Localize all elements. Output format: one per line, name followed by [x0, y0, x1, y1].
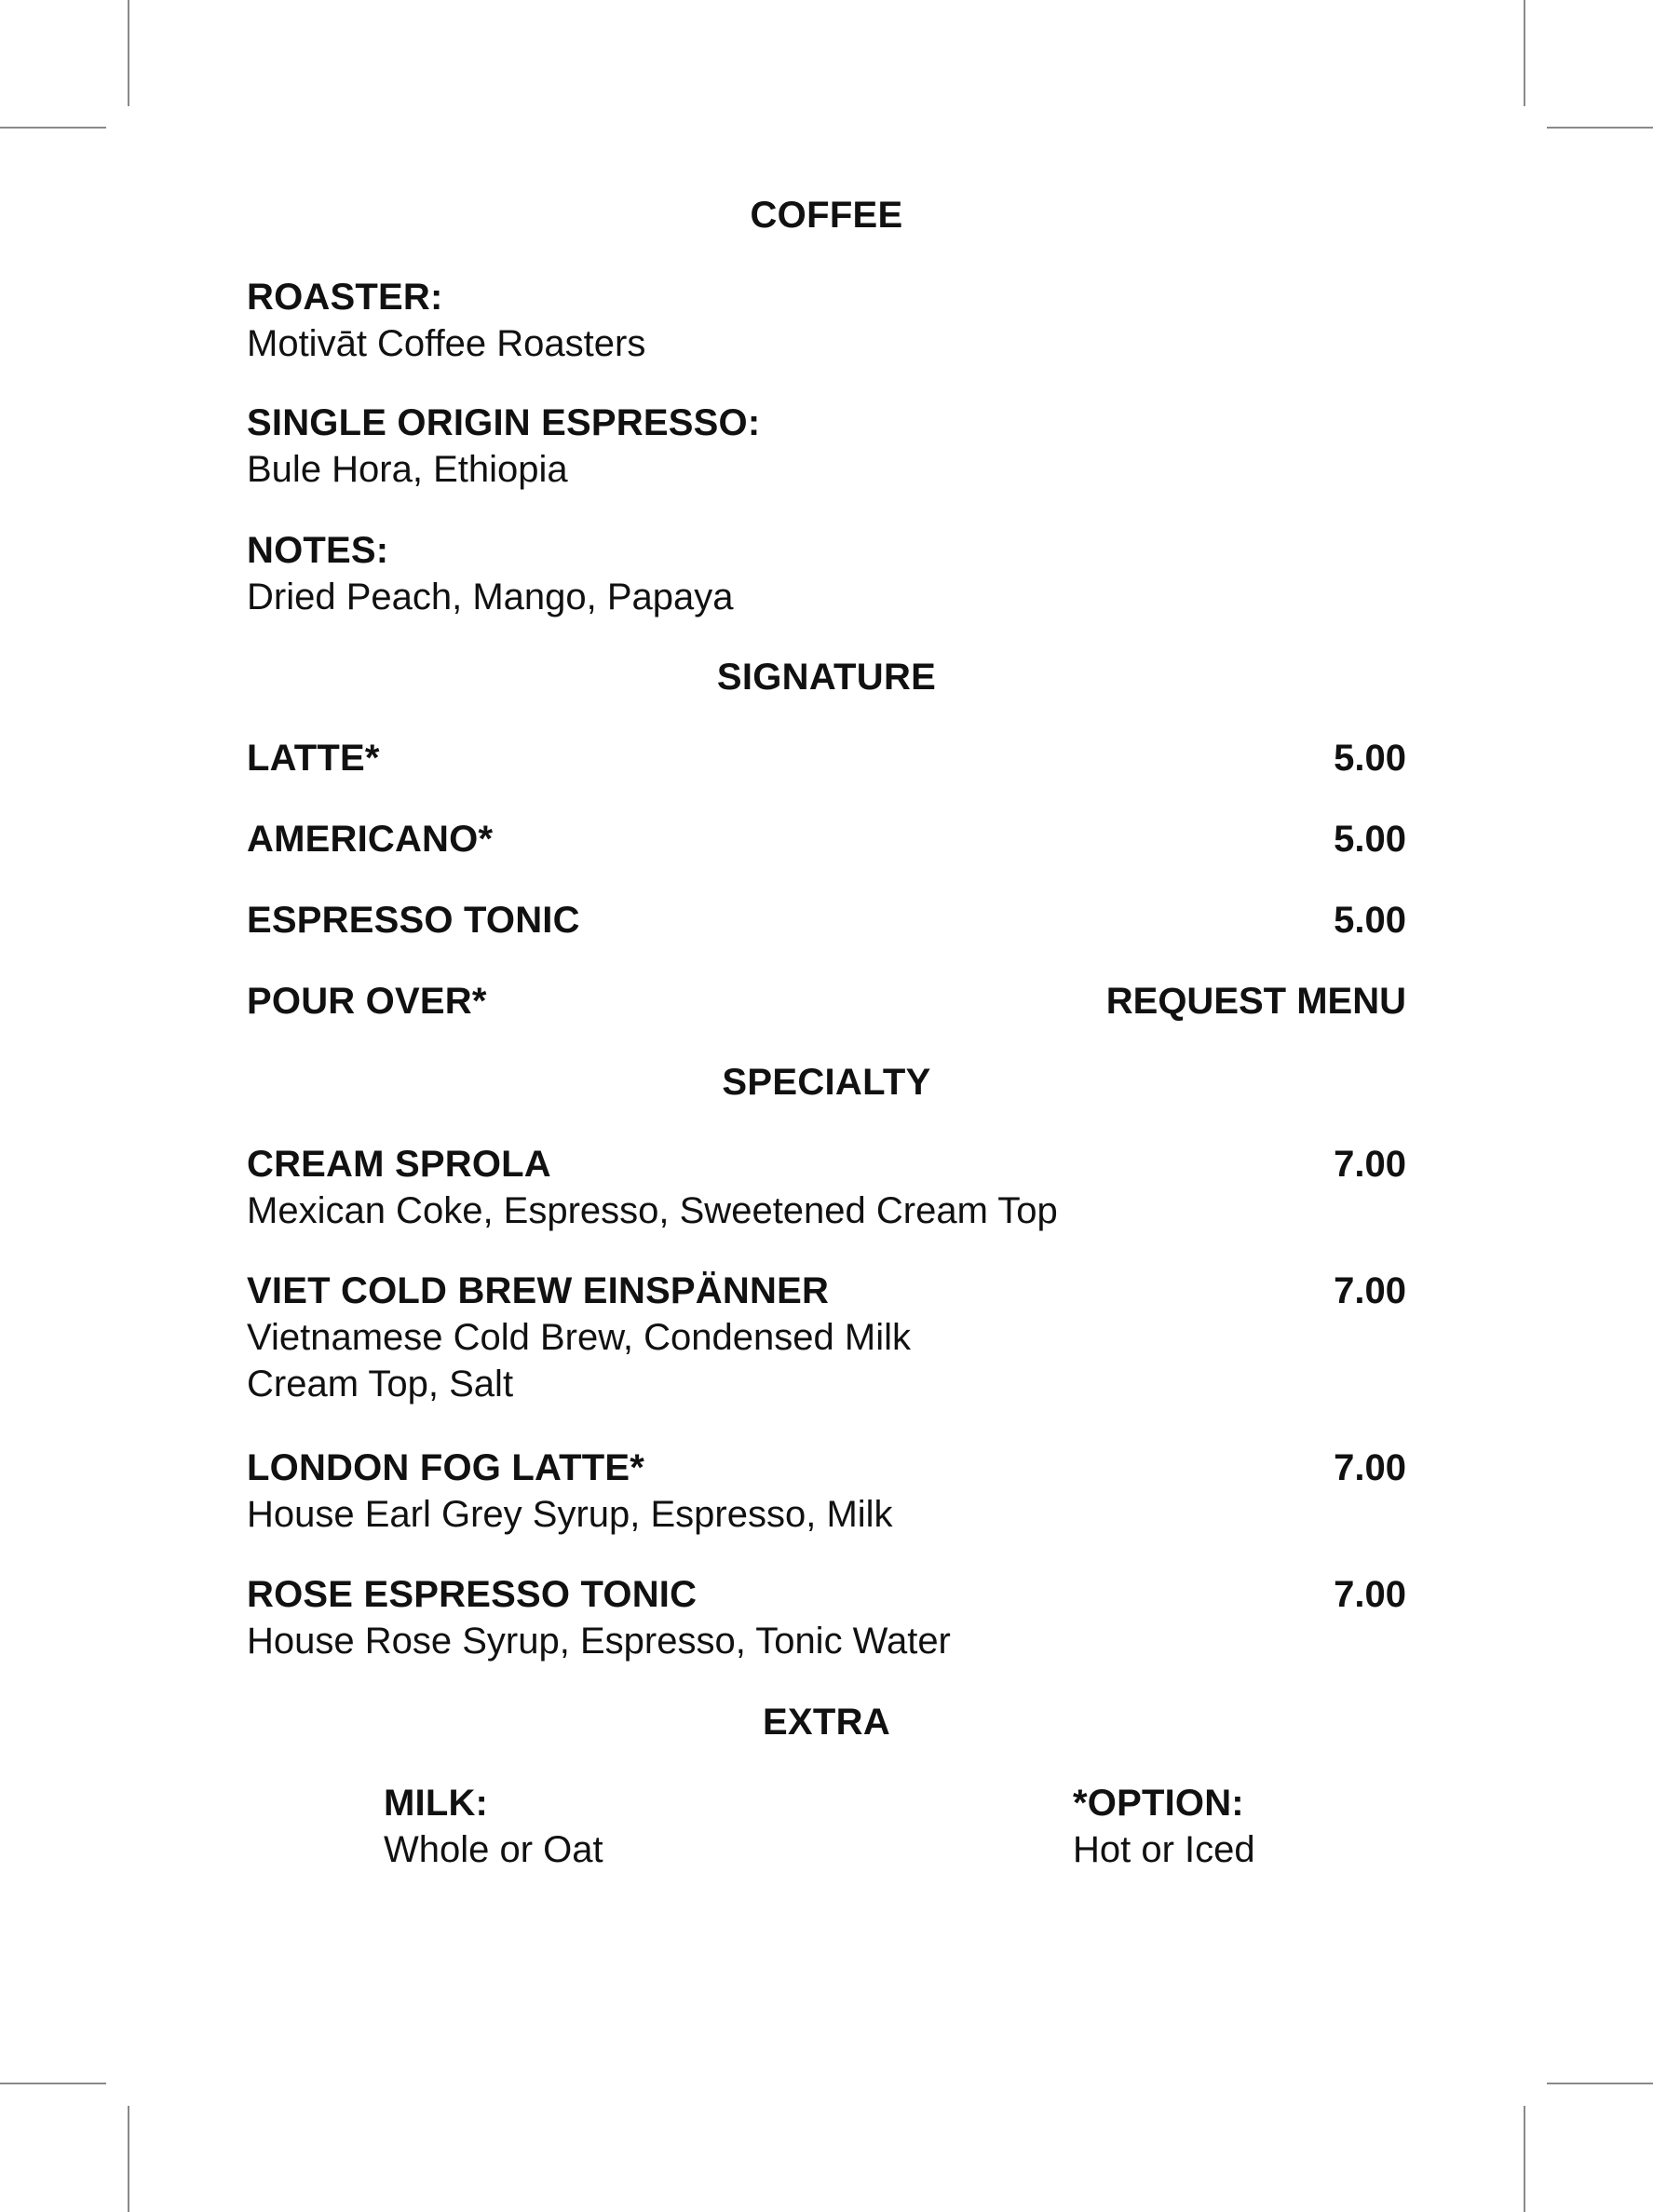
roaster-value: Motivāt Coffee Roasters — [247, 323, 646, 364]
notes-value: Dried Peach, Mango, Papaya — [247, 577, 734, 617]
menu-item-description: House Rose Syrup, Espresso, Tonic Water — [247, 1621, 951, 1662]
menu-item-name: LONDON FOG LATTE* — [247, 1447, 645, 1488]
coffee-section-title: COFFEE — [750, 195, 903, 236]
menu-item-description: Mexican Coke, Espresso, Sweetened Cream Top — [247, 1190, 1058, 1231]
option-value: Hot or Iced — [1073, 1829, 1255, 1870]
menu-item-description: Vietnamese Cold Brew, Condensed Milk — [247, 1317, 911, 1358]
signature-section-title: SIGNATURE — [716, 657, 937, 698]
menu-item-name: ROSE ESPRESSO TONIC — [247, 1574, 698, 1615]
specialty-section-title: SPECIALTY — [722, 1062, 931, 1103]
milk-value: Whole or Oat — [384, 1829, 603, 1870]
menu-item — [0, 735, 1653, 828]
menu-item-name: VIET COLD BREW EINSPÄNNER — [247, 1270, 830, 1311]
crop-mark — [128, 0, 129, 106]
menu-item-price: 7.00 — [1334, 1270, 1406, 1311]
crop-mark — [1524, 2106, 1525, 2212]
menu-item-price: 5.00 — [1334, 900, 1406, 941]
menu-item-price: 5.00 — [1334, 819, 1406, 860]
menu-item-description: Cream Top, Salt — [247, 1364, 514, 1405]
menu-item-description: House Earl Grey Syrup, Espresso, Milk — [247, 1494, 893, 1535]
crop-mark — [0, 127, 106, 129]
menu-item — [0, 816, 1653, 909]
menu-item-name: CREAM SPROLA — [247, 1144, 551, 1185]
menu-item-price: 7.00 — [1334, 1144, 1406, 1185]
origin-value: Bule Hora, Ethiopia — [247, 449, 568, 490]
menu-item — [0, 1571, 1653, 1674]
menu-item — [0, 897, 1653, 990]
origin-label: SINGLE ORIGIN ESPRESSO: — [247, 402, 761, 443]
menu-item — [0, 978, 1653, 1071]
menu-item-price: 7.00 — [1334, 1574, 1406, 1615]
extra-section-title: EXTRA — [762, 1702, 891, 1743]
menu-item — [0, 1268, 1653, 1417]
menu-item-name: AMERICANO* — [247, 819, 494, 860]
crop-mark — [1524, 0, 1525, 106]
option-label: *OPTION: — [1073, 1783, 1244, 1824]
crop-mark — [1547, 127, 1653, 129]
menu-item-price: 5.00 — [1334, 738, 1406, 779]
menu-item-price: 7.00 — [1334, 1447, 1406, 1488]
crop-mark — [0, 2083, 106, 2084]
roaster-label: ROASTER: — [247, 277, 443, 318]
menu-item-price: REQUEST MENU — [1105, 981, 1406, 1022]
crop-mark — [128, 2106, 129, 2212]
milk-label: MILK: — [384, 1783, 489, 1824]
notes-label: NOTES: — [247, 530, 389, 571]
menu-item — [0, 1141, 1653, 1243]
menu-item — [0, 1445, 1653, 1547]
crop-mark — [1547, 2083, 1653, 2084]
menu-item-name: POUR OVER* — [247, 981, 487, 1022]
menu-item-name: LATTE* — [247, 738, 380, 779]
menu-item-name: ESPRESSO TONIC — [247, 900, 580, 941]
